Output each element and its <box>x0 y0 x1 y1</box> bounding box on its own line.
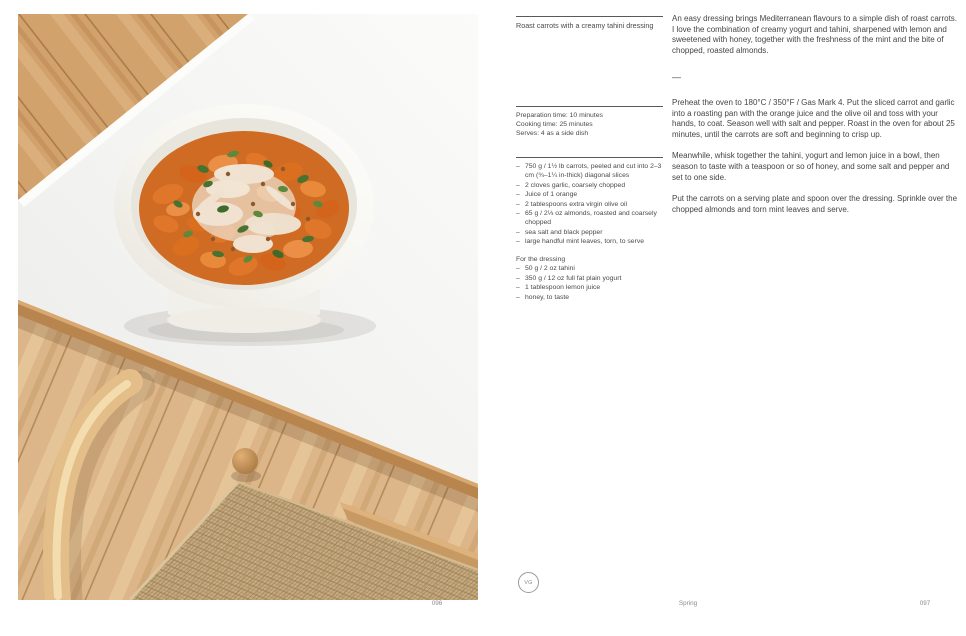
bullet-dash: – <box>516 200 520 208</box>
recipe-meta <box>516 106 663 138</box>
bullet-dash: – <box>516 284 520 291</box>
recipe-photo-illustration <box>18 14 478 600</box>
bullet-dash: – <box>516 191 520 198</box>
left-page-number: 096 <box>431 600 443 607</box>
dressing-item: – 1 tablespoon lemon juice <box>516 284 601 291</box>
ingredient-item: – Juice of 1 orange <box>516 191 578 198</box>
right-page-number: 097 <box>919 600 931 607</box>
bullet-dash: – <box>516 181 520 189</box>
ingredient-item: – 750 g / 1½ lb carrots, peeled and cut into 2–3 cm (¾–1¼ in-thick) diagonal slices <box>516 163 662 179</box>
ingredient-item: – 65 g / 2⅓ oz almonds, roasted and coarsely chopped <box>516 210 657 226</box>
bullet-dash: – <box>516 274 520 282</box>
recipe-title <box>516 16 663 31</box>
bullet-dash: – <box>516 265 520 272</box>
vegetarian-badge <box>518 572 539 593</box>
dressing-item: – honey, to taste <box>516 293 570 301</box>
ingredient-item: – 2 cloves garlic, coarsely chopped <box>516 181 626 189</box>
prep-time: Preparation time: 10 minutes <box>516 112 603 119</box>
method-step: Meanwhile, whisk together the tahini, yogurt and lemon juice in a bowl, then season to taste with a teaspoon or so of honey, and some salt and pepper and set to one side. <box>672 151 950 182</box>
recipe-body <box>672 14 958 226</box>
bullet-dash: – <box>516 163 520 170</box>
ingredient-item: – 2 tablespoons extra virgin olive oil <box>516 200 628 208</box>
vegetarian-badge-label: VG <box>524 579 533 586</box>
bullet-dash: – <box>516 293 520 301</box>
cook-time: Cooking time: 25 minutes <box>516 121 593 128</box>
method-step: Preheat the oven to 180°C / 350°F / Gas Mark 4. Put the sliced carrot and garlic into a roasting pan with the orange juice and the olive oil and toss with your hands, to coat. Season well with salt and pepper. Roast in the oven for about 25 minutes, until the carrots are soft and beginning to crisp up. <box>672 97 955 139</box>
recipe-title-text: Roast carrots with a creamy tahini dressing <box>516 21 654 30</box>
method-step: Put the carrots on a serving plate and spoon over the dressing. Sprinkle over the chopped almonds and torn mint leaves and serve. <box>672 194 958 214</box>
section-label: Spring <box>678 600 698 607</box>
dressing-heading: For the dressing <box>516 256 566 263</box>
section-divider: — <box>672 72 681 83</box>
serves: Serves: 4 as a side dish <box>516 130 589 137</box>
recipe-photo <box>18 14 478 600</box>
ingredients-list <box>516 157 663 302</box>
ingredient-item: – sea salt and black pepper <box>516 228 603 236</box>
bullet-dash: – <box>516 210 520 217</box>
bullet-dash: – <box>516 228 520 236</box>
dressing-item: – 50 g / 2 oz tahini <box>516 265 575 272</box>
dressing-item: – 350 g / 12 oz full fat plain yogurt <box>516 274 622 282</box>
ingredient-item: – large handful mint leaves, torn, to serve <box>516 238 645 245</box>
bullet-dash: – <box>516 238 520 245</box>
intro-paragraph: An easy dressing brings Mediterranean flavours to a simple dish of roast carrots. I love the combination of creamy yogurt and tahini, sharpened with lemon and sweetened with honey, together with the freshness of the mint and the bite of chopped, roasted almonds. <box>672 14 958 55</box>
